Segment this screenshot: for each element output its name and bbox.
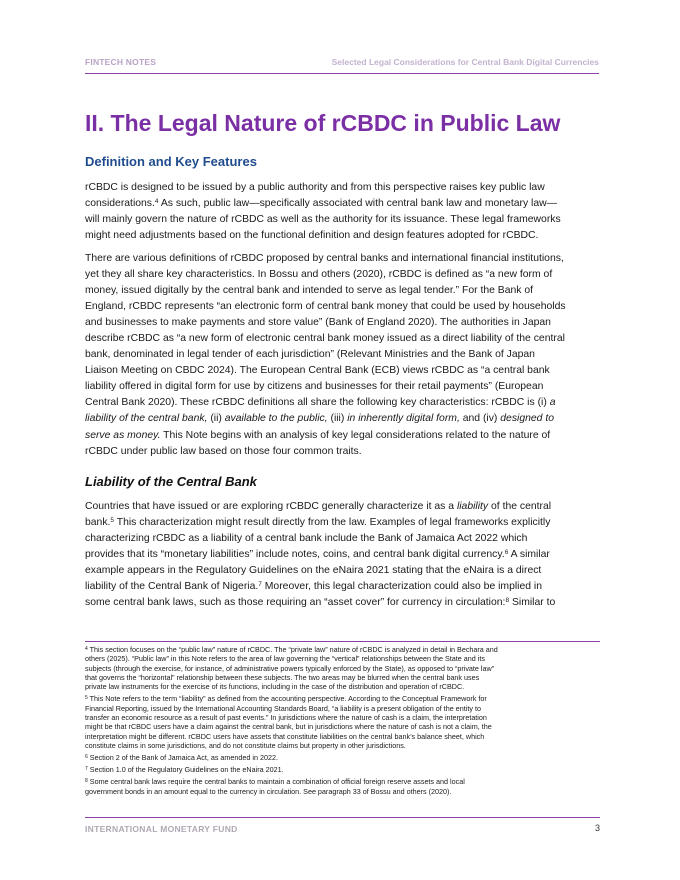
- paragraph-liability: [85, 499, 600, 611]
- footnote-8: $^8$ Some central bank laws require the central banks to maintain a combination of official foreign reserve assets and local government bonds in an amount equal to the currency in circulation. See paragraph 33 of Bossu and others (2020).: [85, 777, 465, 796]
- text-line: considerations.$^4$ As such, public law—specifically associated with central bank law and monetary law—: [85, 198, 558, 210]
- text-line: liability of the Central Bank of Nigeria.$^7$ Moreover, this legal characterization could also be implied in: [85, 581, 543, 593]
- text-line: rCBDC under public law based on those four common traits.: [85, 445, 362, 457]
- text-line: liability of the central bank, (ii) available to the public, (iii) in inherently digital form, and (iv) designed to: [85, 413, 554, 425]
- text-line: serve as money. This Note begins with an analysis of key legal considerations related to the nature of: [85, 429, 551, 441]
- text-line: There are various definitions of rCBDC proposed by central banks and international financial institutions,: [85, 253, 564, 264]
- footnote-4: $^4$ This section focuses on the “public law” nature of rCBDC. The “private law” nature of rCBDC is analyzed in detail in Bechara and others (2025). “Public law” in this Note refers to the area of law governing the “vertical” relationships between the State and its subjects (through the exercise, for instance, of administrative powers typically enforced by the State), as opposed to “private law” that governs the “horizontal” relationship between these subjects. The two areas may be blurred when the central bank uses private law instruments for the exercise of its functions, including in the case of the distribution and operation of rCBDC.: [85, 645, 498, 692]
- paragraph-definitions: [85, 251, 600, 460]
- footnote-number: 5: [85, 695, 88, 702]
- text-line: Countries that have issued or are exploring rCBDC generally characterize it as a liability of the central: [85, 501, 552, 512]
- text-line: example appears in the Regulatory Guidelines on the eNaira 2021 stating that the eNaira is a direct: [85, 565, 542, 577]
- subheading-definition: Definition and Key Features: [85, 154, 257, 169]
- footnote-number: 4: [85, 646, 88, 652]
- header-series: FINTECH NOTES: [85, 57, 157, 67]
- footnote-6: $^6$ Section 2 of the Bank of Jamaica Act, as amended in 2022.: [85, 753, 278, 763]
- footnote-ref[interactable]: 7: [258, 581, 262, 589]
- footnote-number: 8: [85, 778, 88, 785]
- text-line: Central Bank 2020). These rCBDC definitions all share the following key characteristics: rCBDC is (i) a: [85, 397, 556, 409]
- text-line: England, rCBDC represents “an electronic form of central bank money that could be used by households: [85, 301, 566, 313]
- footnote-ref[interactable]: 6: [504, 549, 509, 557]
- text-line: Liaison Meeting on CBDC 2024). The European Central Bank (ECB) views rCBDC as “a central bank: [85, 365, 550, 377]
- subheading-liability: Liability of the Central Bank: [85, 474, 257, 489]
- text-line: characterizing rCBDC as a liability of a central bank include the Bank of Jamaica Act 2022 which: [85, 533, 528, 545]
- footnote-number: 7: [85, 766, 88, 773]
- footer-publisher: INTERNATIONAL MONETARY FUND: [85, 824, 238, 834]
- text-line: and businesses to make payments and store value” (Bank of England 2020). The authorities in Japan: [85, 317, 551, 329]
- text-line: rCBDC is designed to be issued by a public authority and from this perspective raises key public law: [85, 182, 545, 193]
- text-line: yet they all share key characteristics. In Bossu and others (2020), rCBDC is defined as “a new form of: [85, 269, 553, 281]
- text-line: money, issued digitally by the central bank and intended to serve as legal tender.” For the Bank of: [85, 285, 534, 297]
- text-line: liability offered in digital form for use by citizens and businesses for their retail payments” (European: [85, 381, 544, 393]
- header-doc-title: Selected Legal Considerations for Central Bank Digital Currencies: [331, 57, 599, 67]
- paragraph-intro: [85, 180, 600, 244]
- text-line: describe rCBDC as “a new form of electronic central bank money issued as a direct liability of the central: [85, 333, 565, 345]
- text-line: will mainly govern the nature of rCBDC as well as the authority for its issuance. These legal frameworks: [85, 214, 561, 226]
- footer-divider: [85, 817, 600, 818]
- text-line: might need adjustments based on the functional definition and design features adopted for rCBDC.: [85, 230, 539, 242]
- footnote-5: $^5$ This Note refers to the term “liability” as defined from the accounting perspective. According to the Conceptual Framework for Financial Reporting, issued by the International Accounting Standards Board, “a liability is a present obligation of the entity to transfer an economic resource as a result of past events.” In jurisdictions where the nature of cash is a claim, the interpretation might be that rCBDC users have a claim against the central bank, but in jurisdictions where the nature of cash is not a claim, the interpretation might be different. rCBDC users have assets that constitute liabilities on the central bank’s balance sheet, which constitute claims in some jurisdictions, and do not constitute claims but property in other jurisdictions.: [85, 694, 492, 751]
- footnote-number: 6: [85, 754, 88, 761]
- footnotes: [85, 645, 600, 799]
- footnote-7: $^7$ Section 1.0 of the Regulatory Guidelines on the eNaira 2021.: [85, 765, 284, 775]
- text-line: some central bank laws, such as those requiring an “asset cover” for currency in circulation:$^8$ Similar to: [85, 597, 556, 609]
- section-title: II. The Legal Nature of rCBDC in Public Law: [85, 110, 561, 136]
- text-line: bank.$^5$ This characterization might result directly from the law. Examples of legal frameworks explicitly: [85, 517, 551, 529]
- footnote-divider: [85, 641, 600, 642]
- text-line: bank, denominated in legal tender of each jurisdiction” (Relevant Ministries and the Bank of Japan: [85, 349, 535, 361]
- footnote-ref[interactable]: 5: [110, 517, 115, 525]
- text-line: provides that its “monetary liabilities” include notes, coins, and central bank digital currency.$^6$ A similar: [85, 549, 550, 561]
- page-number: 3: [594, 823, 600, 833]
- running-header: [85, 57, 599, 74]
- footnote-ref[interactable]: 4: [154, 198, 159, 206]
- footnote-ref[interactable]: 8: [505, 597, 510, 605]
